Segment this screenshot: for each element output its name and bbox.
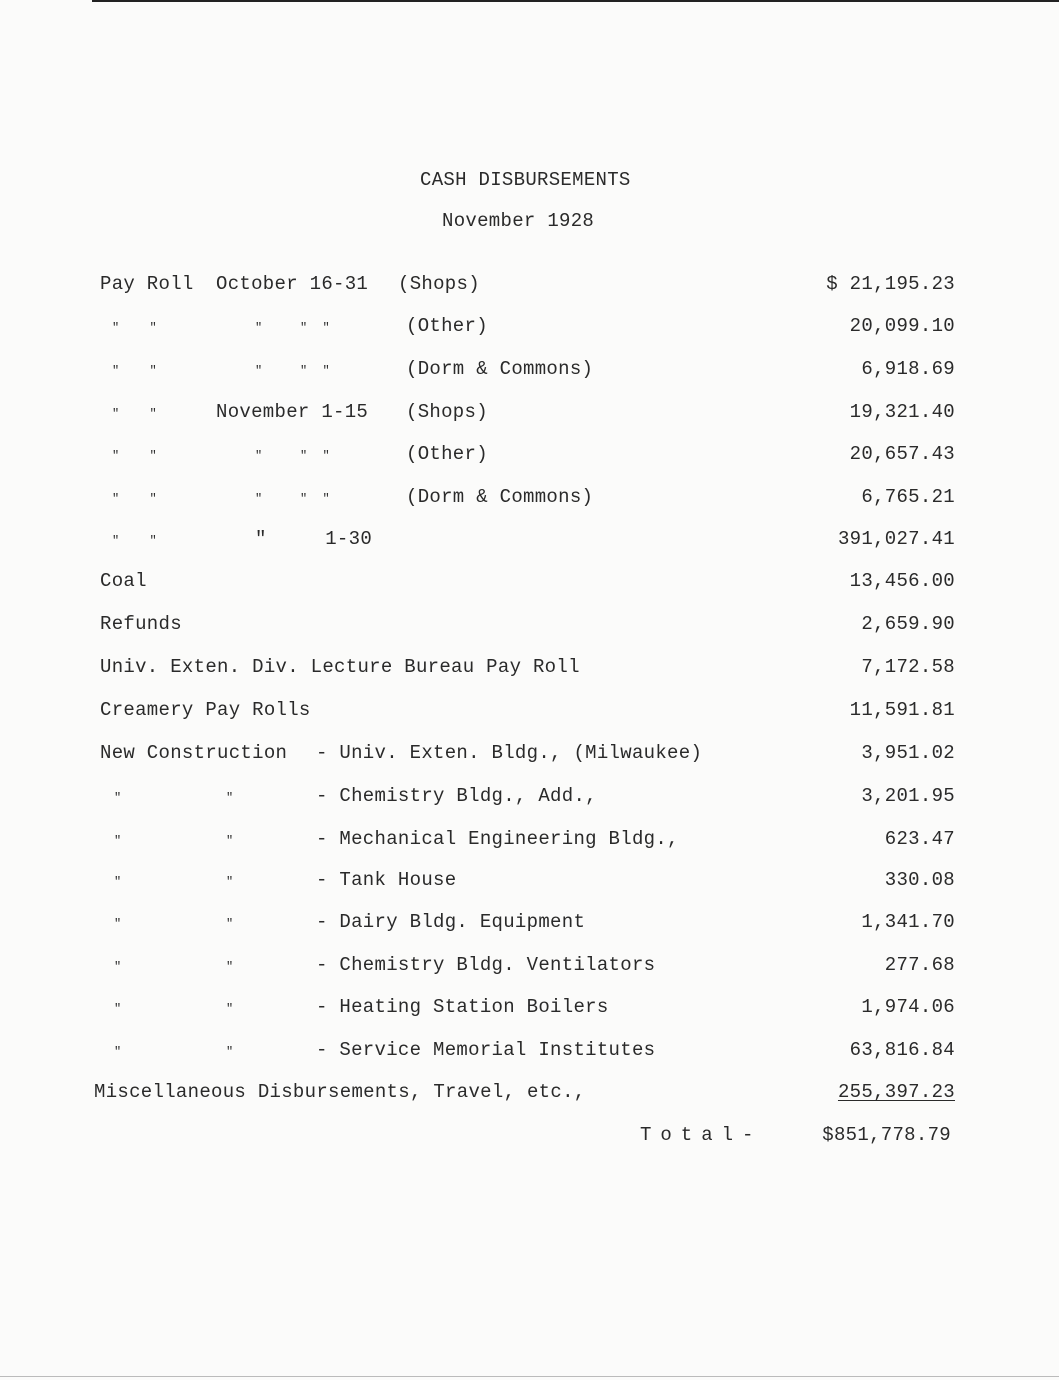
row-category: - Mechanical Engineering Bldg., <box>316 828 679 850</box>
row-amount: 20,657.43 <box>849 443 955 465</box>
row-amount: 6,918.69 <box>861 358 955 380</box>
row-category: (Dorm & Commons) <box>406 486 594 508</box>
ditto-marks: " <box>114 917 122 931</box>
row-amount: $ 21,195.23 <box>826 273 955 295</box>
row-amount: 63,816.84 <box>849 1039 955 1061</box>
row-label: Refunds <box>100 613 182 635</box>
ditto-marks: " <box>226 917 234 931</box>
document-title: CASH DISBURSEMENTS <box>420 169 631 191</box>
bottom-edge-line <box>0 1376 1059 1377</box>
row-amount: 623.47 <box>884 828 955 850</box>
ditto-marks: " <box>114 1045 122 1059</box>
row-category: (Other) <box>406 315 488 337</box>
row-amount: 3,201.95 <box>861 785 955 807</box>
ditto-marks: " " <box>112 492 158 506</box>
row-category: - Tank House <box>316 869 457 891</box>
ditto-marks: " " <box>112 321 158 335</box>
row-category: - Chemistry Bldg., Add., <box>316 785 597 807</box>
ditto-marks: " " " <box>255 492 331 506</box>
ditto-marks: " " <box>112 364 158 378</box>
row-label: Miscellaneous Disbursements, Travel, etc., <box>94 1081 586 1103</box>
row-amount: 6,765.21 <box>861 486 955 508</box>
row-amount: 255,397.23 <box>837 1081 955 1103</box>
row-category: - Chemistry Bldg. Ventilators <box>316 954 656 976</box>
row-amount: 330.08 <box>884 869 955 891</box>
row-amount: 1,341.70 <box>861 911 955 933</box>
ditto-marks: " " " <box>255 364 331 378</box>
ditto-marks: " <box>114 960 122 974</box>
row-label: Creamery Pay Rolls <box>100 699 311 721</box>
ditto-marks: " <box>226 875 234 889</box>
row-category: (Shops) <box>398 273 480 295</box>
row-category: - Dairy Bldg. Equipment <box>316 911 586 933</box>
ditto-marks: " <box>226 1002 234 1016</box>
row-amount: 20,099.10 <box>849 315 955 337</box>
row-period: October 16-31 <box>216 273 369 295</box>
row-amount: 7,172.58 <box>861 656 955 678</box>
row-amount: 3,951.02 <box>861 742 955 764</box>
ditto-marks: " <box>226 1045 234 1059</box>
row-label: Coal <box>100 570 147 592</box>
row-category: (Dorm & Commons) <box>406 358 594 380</box>
ditto-marks: " <box>226 834 234 848</box>
ditto-marks: " " <box>112 407 158 421</box>
ditto-marks: " <box>114 875 122 889</box>
row-period: November 1-15 <box>216 401 369 423</box>
ditto-marks: " " " <box>255 321 331 335</box>
row-amount: 1,974.06 <box>861 996 955 1018</box>
row-period: " 1-30 <box>255 528 373 550</box>
row-category: - Service Memorial Institutes <box>316 1039 656 1061</box>
row-amount: 19,321.40 <box>849 401 955 423</box>
top-edge-line <box>92 0 1059 2</box>
row-category: (Other) <box>406 443 488 465</box>
ditto-marks: " " <box>112 534 158 548</box>
row-category: - Univ. Exten. Bldg., (Milwaukee) <box>316 742 703 764</box>
row-label: New Construction <box>100 742 288 764</box>
row-amount: 2,659.90 <box>861 613 955 635</box>
row-category: (Shops) <box>406 401 488 423</box>
ditto-marks: " <box>114 791 122 805</box>
total-amount: $851,778.79 <box>822 1124 951 1146</box>
ditto-marks: " <box>114 834 122 848</box>
ditto-marks: " <box>226 791 234 805</box>
row-amount: 13,456.00 <box>849 570 955 592</box>
total-label: Total- <box>640 1124 763 1146</box>
row-amount: 11,591.81 <box>849 699 955 721</box>
row-category: - Heating Station Boilers <box>316 996 609 1018</box>
ditto-marks: " " <box>112 449 158 463</box>
ditto-marks: " <box>114 1002 122 1016</box>
row-label: Pay Roll <box>100 273 194 295</box>
row-label: Univ. Exten. Div. Lecture Bureau Pay Roll <box>100 656 580 678</box>
ditto-marks: " " " <box>255 449 331 463</box>
ditto-marks: " <box>226 960 234 974</box>
document-subtitle: November 1928 <box>442 210 595 232</box>
row-amount: 391,027.41 <box>837 528 955 550</box>
row-amount: 277.68 <box>884 954 955 976</box>
